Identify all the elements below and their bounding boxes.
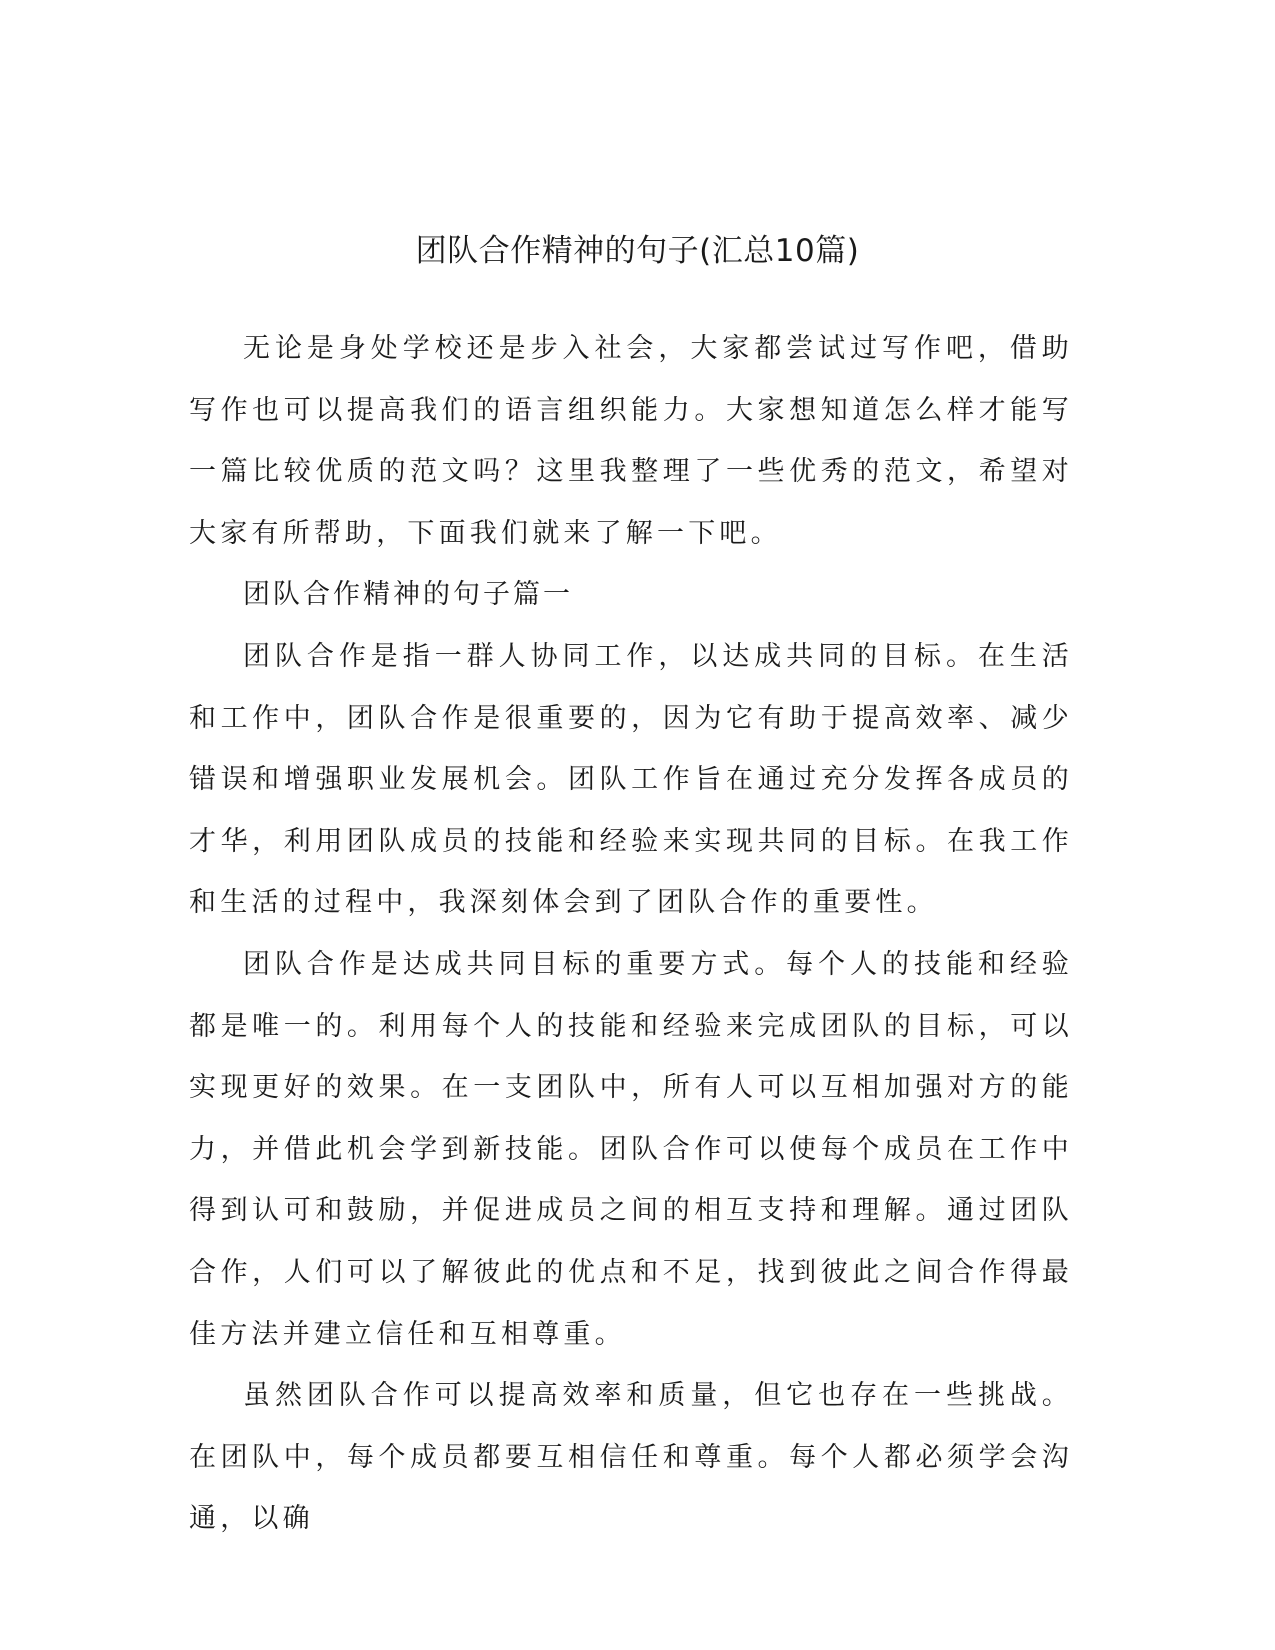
section-heading: 团队合作精神的句子篇一 xyxy=(243,579,573,611)
body-paragraph: 团队合作是达成共同目标的重要方式。每个人的技能和经验都是唯一的。利用每个人的技能和经验来完成团队的目标，可以实现更好的效果。在一支团队中，所有人可以互相加强对方的能力，并借此机会学到新技能。团队合作可以使每个成员在工作中得到认可和鼓励，并促进成员之间的相互支持和理解。通过团队合作，人们可以了解彼此的优点和不足，找到彼此之间合作得最佳方法并建立信任和互相尊重。 xyxy=(189,948,1073,1350)
document-title: 团队合作精神的句子(汇总10篇) xyxy=(415,232,860,269)
body-paragraph: 团队合作是指一群人协同工作，以达成共同的目标。在生活和工作中，团队合作是很重要的，因为它有助于提高效率、减少错误和增强职业发展机会。团队工作旨在通过充分发挥各成员的才华，利用团队成员的技能和经验来实现共同的目标。在我工作和生活的过程中，我深刻体会到了团队合作的重要性。 xyxy=(189,640,1073,919)
body-paragraph: 虽然团队合作可以提高效率和质量，但它也存在一些挑战。在团队中，每个成员都要互相信任和尊重。每个人都必须学会沟通，以确 xyxy=(189,1380,1073,1535)
intro-paragraph: 无论是身处学校还是步入社会，大家都尝试过写作吧，借助写作也可以提高我们的语言组织能力。大家想知道怎么样才能写一篇比较优质的范文吗？这里我整理了一些优秀的范文，希望对大家有所帮助，下面我们就来了解一下吧。 xyxy=(189,333,1073,549)
document-body xyxy=(189,318,1073,1550)
